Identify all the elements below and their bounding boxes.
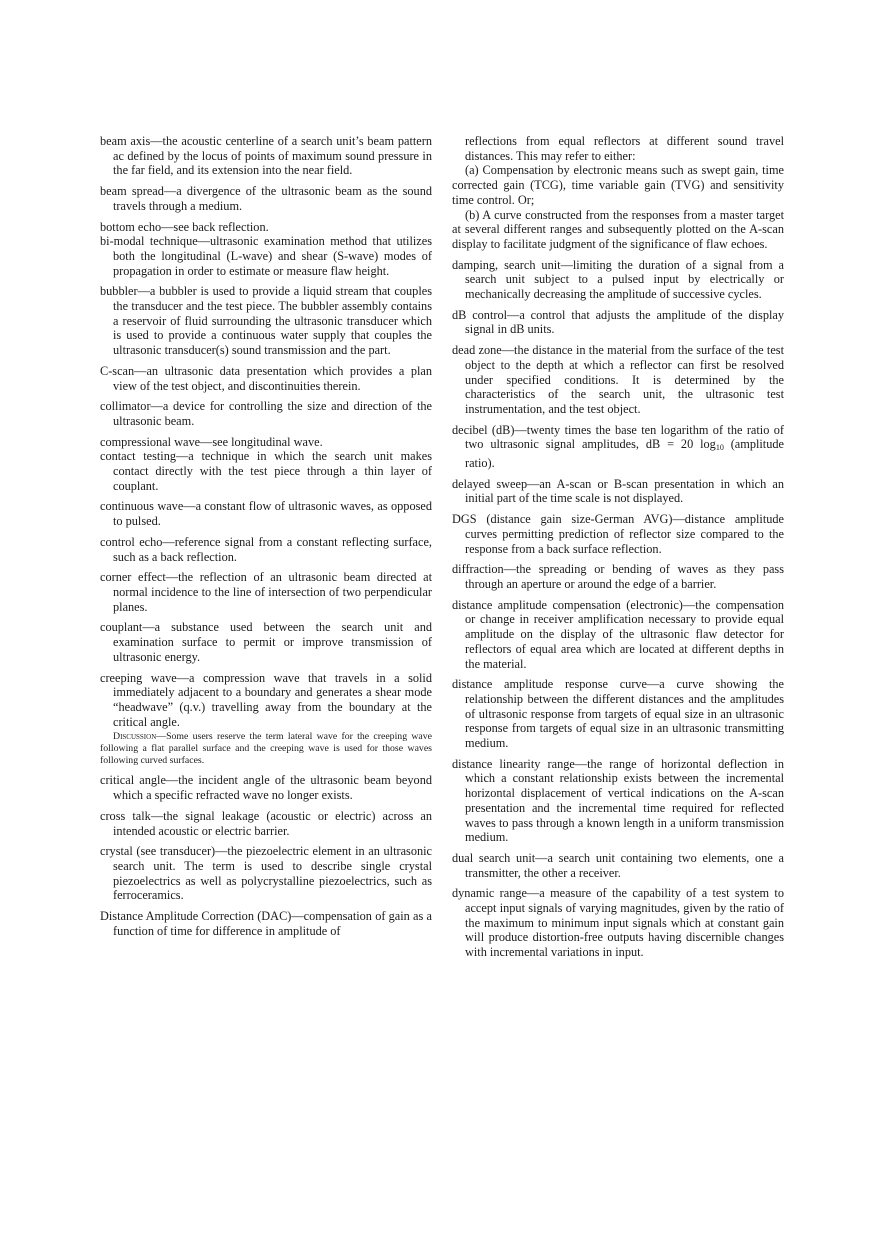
definition-c-scan: C-scan—an ultrasonic data presentation which provides a plan view of the test object, and discontinuities therein.: [100, 363, 432, 393]
definition-decibel: [452, 423, 784, 471]
definition-bottom-echo: bottom echo—see back reflection.: [100, 219, 269, 234]
definition-dgs: DGS (distance gain size-German AVG)—distance amplitude curves permitting prediction of reflector size compared to the response from a back surface reflection.: [452, 512, 784, 556]
definition-dual-search-unit: dual search unit—a search unit containing two elements, one a transmitter, the other a receiver.: [452, 850, 784, 880]
dac-option-a: (a) Compensation by electronic means such as swept gain, time corrected gain (TCG), time variable gain (TVG) and sensitivity time control. Or;: [452, 163, 784, 207]
definition-corner-effect: corner effect—the reflection of an ultrasonic beam directed at normal incidence to the line of intersection of two perpendicular planes.: [100, 570, 432, 614]
definition-control-echo: control echo—reference signal from a constant reflecting surface, such as a back reflection.: [100, 534, 432, 564]
definition-dac: Distance Amplitude Correction (DAC)—compensation of gain as a function of time for difference in amplitude of: [100, 909, 432, 938]
definition-beam-axis: beam axis—the acoustic centerline of a search unit’s beam pattern ac defined by the locus of points of maximum sound pressure in the far field, and its extension into the near field.: [100, 134, 432, 178]
definition-delayed-sweep: delayed sweep—an A-scan or B-scan presentation in which an initial part of the time scale is not displayed.: [452, 476, 784, 506]
definition-cross-talk: cross talk—the signal leakage (acoustic or electric) across an intended acoustic or electric barrier.: [100, 808, 432, 838]
definition-distance-linearity-range: distance linearity range—the range of horizontal deflection in which a constant relationship exists between the incremental horizontal displacement of vertical indications on the A-scan presentation and the incremental time required for reflected waves to pass through a known length in a uniform transmission medium.: [452, 756, 784, 845]
left-column: [100, 134, 432, 944]
discussion-label: Discussion: [113, 731, 157, 743]
definition-distance-amplitude-response-curve: distance amplitude response curve—a curve showing the relationship between the different distances and the amplitudes of ultrasonic response from targets of equal size in an ultrasonic response from targets of equal size in an ultrasonic transmitting medium.: [452, 677, 784, 751]
decibel-text-end: (amplitude ratio).: [465, 437, 784, 471]
definition-continuous-wave: continuous wave—a constant flow of ultrasonic waves, as opposed to pulsed.: [100, 499, 432, 529]
definition-creeping-wave: creeping wave—a compression wave that travels in a solid immediately adjacent to a boundary and generates a shear mode “headwave” (q.v.) travelling away from the boundary at the critical angle.: [100, 670, 432, 729]
definition-collimator: collimator—a device for controlling the size and direction of the ultrasonic beam.: [100, 399, 432, 428]
decibel-text: decibel (dB)—twenty times the base ten logarithm of the ratio of two ultrasonic signal amplitudes, dB = 20 log: [452, 422, 784, 452]
definition-damping: damping, search unit—limiting the duration of a signal from a search unit subject to a pulsed input by electrically or mechanically decreasing the amplitude of successive cycles.: [452, 257, 784, 302]
dac-option-b: (b) A curve constructed from the responses from a master target at several different ranges and subsequently plotted on the A-scan display to facilitate judgment of the significance of flaw echoes.: [452, 207, 784, 251]
right-column: [452, 134, 784, 966]
decibel-subscript: 10: [715, 443, 724, 453]
definition-contact-testing: contact testing—a technique in which the search unit makes contact directly with the test piece through a thin layer of couplant.: [100, 449, 432, 493]
definition-crystal: crystal (see transducer)—the piezoelectric element in an ultrasonic search unit. The term is used to describe single crystal piezoelectrics as well as polycrystalline piezoelectrics, such as ferroceramics.: [100, 844, 432, 903]
definition-diffraction: diffraction—the spreading or bending of waves as they pass through an aperture or around the edge of a barrier.: [452, 562, 784, 591]
discussion-note: [100, 731, 432, 766]
dac-continued: reflections from equal reflectors at different sound travel distances. This may refer to either:: [465, 134, 784, 163]
definition-dead-zone: dead zone—the distance in the material from the surface of the test object to the depth at which a reflector can first be resolved under specified conditions. It is determined by the characteristics of the search unit, the ultrasonic test instrumentation, and the test object.: [452, 343, 784, 416]
definition-bi-modal-technique: bi-modal technique—ultrasonic examination method that utilizes both the longitudinal (L-wave) and shear (S-wave) modes of propagation in order to estimate or measure flaw height.: [100, 234, 432, 278]
definition-compressional-wave: compressional wave—see longitudinal wave.: [100, 434, 323, 449]
definition-db-control: dB control—a control that adjusts the amplitude of the display signal in dB units.: [452, 307, 784, 337]
discussion-text: —Some users reserve the term lateral wave for the creeping wave following a flat parallel surface and the creeping wave is used for those waves following curved surfaces.: [100, 731, 432, 766]
definition-bubbler: bubbler—a bubbler is used to provide a liquid stream that couples the transducer and the test piece. The bubbler assembly contains a reservoir of fluid surrounding the ultrasonic transducer which is used to provide a continuous water supply that couples the ultrasonic transducer(s) sound transmission and the part.: [100, 284, 432, 358]
definition-dynamic-range: dynamic range—a measure of the capability of a test system to accept input signals of varying magnitudes, given by the ratio of the maximum to minimum input signals which at constant gain will produce distortion-free outputs having discernible changes with incremental variations in input.: [452, 886, 784, 960]
definition-beam-spread: beam spread—a divergence of the ultrasonic beam as the sound travels through a medium.: [100, 184, 432, 213]
definition-couplant: couplant—a substance used between the search unit and examination surface to permit or improve transmission of ultrasonic energy.: [100, 620, 432, 664]
definition-critical-angle: critical angle—the incident angle of the ultrasonic beam beyond which a specific refracted wave no longer exists.: [100, 773, 432, 803]
definition-distance-amplitude-compensation: distance amplitude compensation (electronic)—the compensation or change in receiver amplification necessary to provide equal amplitude on the display of the ultrasonic flaw detector for reflectors of equal area which are located at different depths in the material.: [452, 597, 784, 671]
